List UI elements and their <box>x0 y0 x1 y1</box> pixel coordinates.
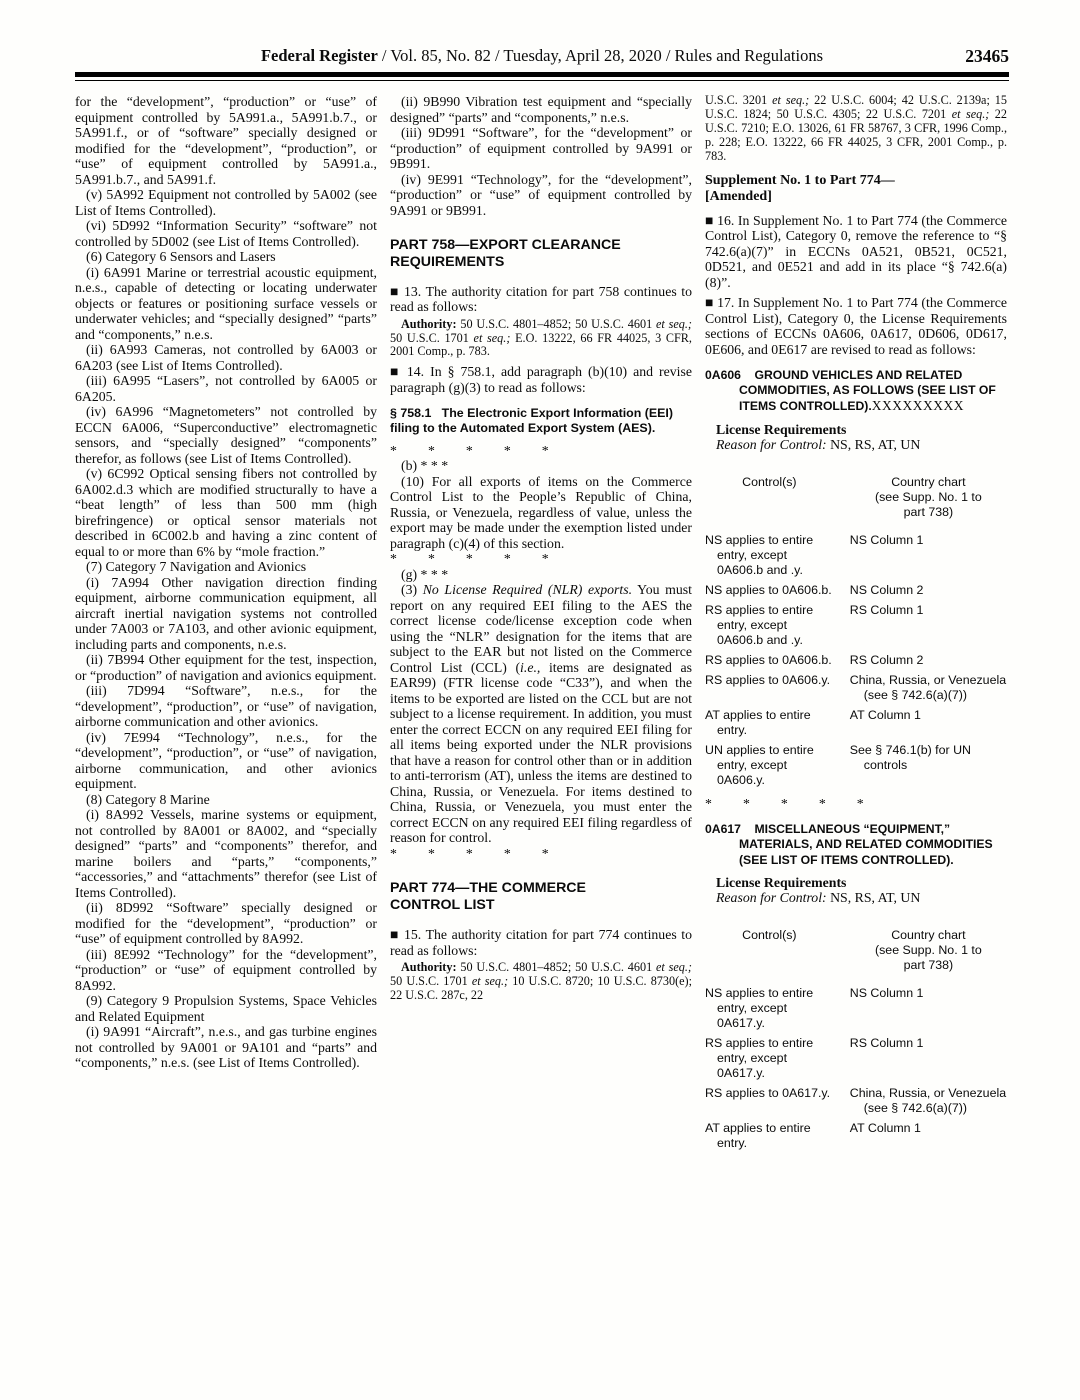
country-chart-cell: NS Column 2 <box>849 582 924 597</box>
eccn-0a606-heading: 0A606 GROUND VEHICLES AND RELATED COMMODITIES, AS FOLLOWS (SEE LIST OF ITEMS CONTROLLED).XXXXXXXXX <box>705 368 1000 414</box>
part-774-heading: PART 774—THE COMMERCE CONTROL LIST <box>390 880 587 914</box>
control-cell: AT applies to entire entry. <box>705 1120 811 1150</box>
body-paragraph: (iii) 9D991 “Software”, for the “development” or “production” of equipment controlled by 9A991 or 9B991. <box>390 125 692 171</box>
country-chart-cell: RS Column 1 <box>849 1035 924 1050</box>
body-paragraph: (iv) 9E991 “Technology”, for the “development”, “production” or “use” of equipment controlled by 9A991 or 9B991. <box>390 171 692 218</box>
part-758-heading: PART 758—EXPORT CLEARANCE REQUIREMENTS <box>390 237 621 270</box>
body-paragraph: (v) 5A992 Equipment not controlled by 5A002 (see List of Items Controlled). <box>75 187 377 218</box>
amendatory-instruction-14: ■ 14. In § 758.1, add paragraph (b)(10) and revise paragraph (g)(3) to read as follows: <box>390 364 692 395</box>
table-row <box>705 603 1007 648</box>
three-column-body <box>75 94 1009 1159</box>
body-paragraph: (iii) 7D994 “Software”, n.e.s., for the “development”, “production”, or “use” of navigation, airborne communication and other avionics. <box>75 683 377 729</box>
control-cell: NS applies to entire entry, except 0A606.b and .y. <box>705 532 814 577</box>
control-cell: RS applies to entire entry, except 0A617.y. <box>705 1035 814 1080</box>
body-paragraph: (iv) 7E994 “Technology”, n.e.s., for the “development”, “production”, or “use” of navigation, airborne communication, and other avionics equipment. <box>75 729 377 791</box>
table-row <box>705 1121 1007 1151</box>
body-paragraph: (ii) 9B990 Vibration test equipment and “specially designed” “parts” and “components,” n.e.s. <box>390 94 692 125</box>
body-paragraph: (vi) 5D992 “Information Security” “software” not controlled by 5D002 (see List of Items Controlled). <box>75 218 377 249</box>
amendatory-instruction-16: ■ 16. In Supplement No. 1 to Part 774 (the Commerce Control List), Category 0, remove the reference to “§ 742.6(a)(7)” in ECCNs 0A521, 0B521, 0C521, 0D521, and 0E521 and add in its place “§ 742.6(a)(8)”. <box>705 212 1007 290</box>
page-number: 23465 <box>965 46 1009 66</box>
body-paragraph: (ii) 6A993 Cameras, not controlled by 6A003 or 6A203 (see List of Items Controlled). <box>75 342 377 373</box>
table-header-controls: Control(s) <box>742 927 797 942</box>
journal-title: Federal Register <box>260 46 378 65</box>
body-paragraph: (8) Category 8 Marine <box>86 791 210 807</box>
control-cell: UN applies to entire entry, except 0A606.y. <box>705 742 814 787</box>
table-row <box>705 533 1007 578</box>
supplement-heading: Supplement No. 1 to Part 774— [Amended] <box>705 172 895 205</box>
table-row <box>705 986 1007 1031</box>
amendatory-instruction-13: ■ 13. The authority citation for part 758 continues to read as follows: <box>390 283 692 315</box>
eccn-0a617-heading: 0A617 MISCELLANEOUS “EQUIPMENT,” MATERIALS, AND RELATED COMMODITIES (SEE LIST OF ITEMS CONTROLLED). <box>705 822 997 867</box>
country-chart-cell: NS Column 1 <box>849 985 924 1000</box>
stars-separator: * * * * * <box>705 795 864 811</box>
table-row <box>705 653 1007 668</box>
table-header-country-chart: Country chart (see Supp. No. 1 to part 738) <box>874 927 982 972</box>
control-cell: RS applies to 0A617.y. <box>705 1085 831 1100</box>
section-758-1-heading: § 758.1 The Electronic Export Information (EEI) filing to the Automated Export System (AES). <box>390 406 677 436</box>
license-requirements-heading: License Requirements <box>716 874 847 890</box>
authority-note-774: Authority: 50 U.S.C. 4801–4852; 50 U.S.C. 4601 et seq.; 50 U.S.C. 1701 et seq.; 10 U.S.C. 8720; 10 U.S.C. 8730(e); 22 U.S.C. 287c, 22 <box>390 960 692 1002</box>
stars-separator: * * * * * <box>390 845 549 861</box>
table-row <box>705 743 1007 788</box>
body-paragraph: (iii) 6A995 “Lasers”, not controlled by 6A005 or 6A205. <box>75 373 377 404</box>
control-cell: NS applies to 0A606.b. <box>705 582 832 597</box>
body-paragraph: (iv) 6A996 “Magnetometers” not controlled by ECCN 6A006, “Superconductive” electromagnetic sensors, and “specially designed” “components” therefor, as follows (see List of Items Controlled). <box>75 404 377 466</box>
column-1 <box>75 94 377 1159</box>
reason-for-control: Reason for Control: NS, RS, AT, UN <box>716 437 921 453</box>
table-row <box>705 708 1007 738</box>
stars-separator: * * * * * <box>390 551 549 567</box>
table-row <box>705 583 1007 598</box>
table-row <box>705 673 1007 703</box>
paragraph-b: (b) * * * <box>401 458 449 474</box>
header-citation: / Vol. 85, No. 82 / Tuesday, April 28, 2020 / Rules and Regulations <box>377 46 824 65</box>
control-cell: RS applies to 0A606.b. <box>705 652 832 667</box>
table-header-row <box>705 928 1007 973</box>
table-header-country-chart: Country chart (see Supp. No. 1 to part 738) <box>874 474 982 519</box>
paragraph-b-10: (10) For all exports of items on the Commerce Control List to the People’s Republic of China, Russia, or Venezuela, regardless of value, unless the export may be made under the exemption listed under paragraph (c)(4) of this section. <box>390 473 692 551</box>
license-table-0a606 <box>705 475 1007 788</box>
paragraph-g: (g) * * * <box>401 566 449 582</box>
body-paragraph: (ii) 7B994 Other equipment for the test, inspection, or “production” of navigation and avionics equipment. <box>75 652 377 683</box>
body-paragraph: (v) 6C992 Optical sensing fibers not controlled by 6A002.d.3 which are modified structurally to have a “beat length” of less than 500 mm (high birefringence) or optical sensor materials not described in 6C002.b and having a zinc content of equal to or more than 6% by “mole fraction.” <box>75 466 377 559</box>
table-row <box>705 1086 1007 1116</box>
country-chart-cell: NS Column 1 <box>849 532 924 547</box>
body-paragraph: (6) Category 6 Sensors and Lasers <box>86 249 276 264</box>
country-chart-cell: China, Russia, or Venezuela (see § 742.6(a)(7)) <box>849 1085 1007 1115</box>
body-paragraph: (i) 9A991 “Aircraft”, n.e.s., and gas turbine engines not controlled by 9A001 or 9A101 and “parts” and “components,” n.e.s. (see List of Items Controlled). <box>75 1024 377 1070</box>
authority-note-758: Authority: 50 U.S.C. 4801–4852; 50 U.S.C. 4601 et seq.; 50 U.S.C. 1701 et seq.; E.O. 13222, 66 FR 44025, 3 CFR, 2001 Comp., p. 783. <box>390 316 692 359</box>
body-paragraph: (9) Category 9 Propulsion Systems, Space Vehicles and Related Equipment <box>75 993 377 1024</box>
running-header <box>75 46 1009 66</box>
column-2 <box>390 94 692 1159</box>
authority-note-continuation: U.S.C. 3201 et seq.; 22 U.S.C. 6004; 42 U.S.C. 2139a; 15 U.S.C. 1824; 50 U.S.C. 4305; 22 U.S.C. 7201 et seq.; 22 U.S.C. 7210; E.O. 13026, 61 FR 58767, 3 CFR, 1996 Comp., p. 228; E.O. 13222, 66 FR 44025, 3 CFR, 2001 Comp., p. 783. <box>705 93 1007 163</box>
table-row <box>705 1036 1007 1081</box>
stars-separator: * * * * * <box>390 442 549 458</box>
header-double-rule <box>75 72 1009 81</box>
country-chart-cell: AT Column 1 <box>849 707 921 722</box>
license-requirements-heading: License Requirements <box>716 421 847 437</box>
paragraph-g-3: (3) No License Required (NLR) exports. You must report on any required EEI filing to the AES the correct license code/license exception code when using the “NLR” designation for the items that are subject to the EAR but not listed on the Commerce Control List (CCL) (i.e., items are designated as EAR99) (FTR license code “C33”), and when the items to be exported are listed on the CCL but are not subject to a license requirement. In addition, you must enter the correct ECCN on any required EEI filing for all items being exported under the NLR provisions that have a reason for control other than or in addition to anti-terrorism (AT), unless the items are destined to China, Russia, or Venezuela. For items destined to China, Russia, or Venezuela, you must enter the correct ECCN on any required EEI filing regardless of reason for control. <box>390 582 692 846</box>
license-table-0a617 <box>705 928 1007 1151</box>
country-chart-cell: China, Russia, or Venezuela (see § 742.6(a)(7)) <box>849 672 1007 702</box>
table-header-controls: Control(s) <box>742 474 797 489</box>
column-3 <box>705 94 1007 1159</box>
country-chart-cell: RS Column 2 <box>849 652 924 667</box>
control-cell: NS applies to entire entry, except 0A617.y. <box>705 985 814 1030</box>
amendatory-instruction-15: ■ 15. The authority citation for part 774 continues to read as follows: <box>390 927 692 958</box>
body-paragraph: (i) 7A994 Other navigation direction finding equipment, airborne communication equipment, all aircraft inertial navigation systems not controlled under 7A003 or 7A103, and other avionic equipment, including parts and components, n.e.s. <box>75 574 377 652</box>
body-paragraph: (i) 8A992 Vessels, marine systems or equipment, not controlled by 8A001 or 8A002, and “specially designed” “parts” and “components” therefor, and marine boilers and “parts,” “components,” “accessories,” and “attachments” therefor (see List of Items Controlled). <box>75 807 377 900</box>
control-cell: AT applies to entire entry. <box>705 707 811 737</box>
country-chart-cell: RS Column 1 <box>849 602 924 617</box>
body-paragraph: (ii) 8D992 “Software” specially designed or modified for the “development”, “production” or “use” of equipment controlled by 8A992. <box>75 900 377 946</box>
body-paragraph: (iii) 8E992 “Technology” for the “development”, “production” or “use” of equipment controlled by 8A992. <box>75 946 377 993</box>
country-chart-cell: See § 746.1(b) for UN controls <box>849 742 971 772</box>
table-header-row <box>705 475 1007 520</box>
control-cell: RS applies to entire entry, except 0A606.b and .y. <box>705 602 814 647</box>
amendatory-instruction-17: ■ 17. In Supplement No. 1 to Part 774 (the Commerce Control List), Category 0, the License Requirements sections of ECCNs 0A606, 0A617, 0D606, 0D617, 0E606, and 0E617 are revised to read as follows: <box>705 295 1007 357</box>
country-chart-cell: AT Column 1 <box>849 1120 921 1135</box>
body-paragraph: for the “development”, “production” or “use” of equipment controlled by 5A991.a., 5A991.b.7., or 5A991.f., or of “software” specially designed or modified for the “development”, “production”, or “use” of equipment controlled by 5A991.a., 5A991.b.7., and 5A991.f. <box>75 94 377 187</box>
reason-for-control: Reason for Control: NS, RS, AT, UN <box>716 890 921 906</box>
body-paragraph: (i) 6A991 Marine or terrestrial acoustic equipment, n.e.s., capable of detecting or locating underwater objects or features or positioning surface vessels or underwater vehicles; and “specially designed” “parts” and “components,” n.e.s. <box>75 264 377 342</box>
body-paragraph: (7) Category 7 Navigation and Avionics <box>86 559 307 574</box>
control-cell: RS applies to 0A606.y. <box>705 672 831 687</box>
